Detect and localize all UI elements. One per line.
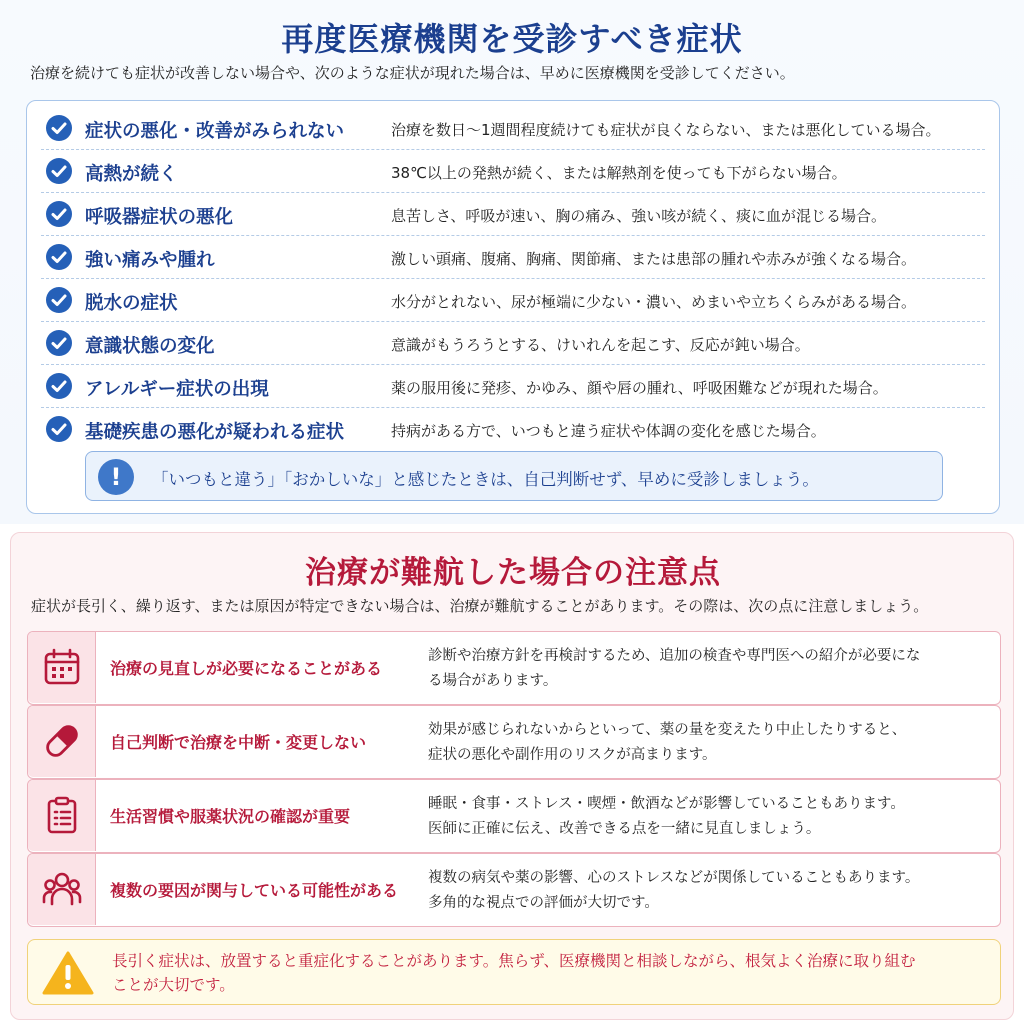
caution-label: 生活習慣や服薬状況の確認が重要 [110,807,351,826]
check-circle-icon [46,416,72,442]
warning-text-line: 長引く症状は、放置すると重症化することがあります。焦らず、医療機関と相談しながら、根気よく治療に取り組む [112,952,916,970]
symptom-label: 呼吸器症状の悪化 [85,207,234,228]
warning-triangle-icon [42,950,94,996]
symptom-description: 治療を数日〜1週間程度続けても症状が良くならない、または悪化している場合。 [391,121,941,139]
check-circle-icon [46,115,72,141]
advice-note-text: 「いつもと違う」「おかしいな」と感じたときは、自己判断せず、早めに受診しましょう。 [152,470,819,489]
symptom-description: 意識がもうろうとする、けいれんを起こす、反応が鈍い場合。 [391,336,810,354]
caution-description [428,866,988,916]
advice-note [85,451,943,501]
warning-box [27,939,1001,1005]
pill-capsule-icon [28,706,96,777]
exclamation-circle-icon: ! [98,459,134,495]
caution-label: 複数の要因が関与している可能性がある [110,881,399,900]
caution-description-line: 効果が感じられないからといって、薬の量を変えたり中止したりすると、 [428,722,907,738]
check-circle-icon [46,158,72,184]
warning-text-line: ことが大切です。 [112,976,235,994]
caution-description-line: 睡眠・食事・ストレス・喫煙・飲酒などが影響していることもあります。 [428,796,905,812]
symptom-label: アレルギー症状の出現 [85,379,269,400]
symptoms-subtitle: 治療を続けても症状が改善しない場合や、次のような症状が現れた場合は、早めに医療機関を受診してください。 [30,64,795,82]
symptom-description: 息苦しさ、呼吸が速い、胸の痛み、強い咳が続く、痰に血が混じる場合。 [391,207,887,225]
caution-description-line: 医師に正確に伝え、改善できる点を一緒に見直しましょう。 [428,821,821,837]
caution-section [10,532,1014,1020]
symptom-row [41,408,985,451]
caution-description [428,792,988,842]
symptom-row [41,365,985,408]
caution-row [27,705,1001,779]
symptom-row [41,236,985,279]
symptom-row [41,107,985,150]
caution-list [27,631,1001,927]
symptom-row [41,150,985,193]
symptoms-list [26,100,1000,514]
caution-description [428,718,988,768]
symptom-label: 症状の悪化・改善がみられない [85,121,345,142]
caution-row [27,779,1001,853]
symptom-row [41,193,985,236]
symptom-label: 高熱が続く [85,164,178,185]
caution-row [27,631,1001,705]
caution-description-line: る場合があります。 [428,673,558,689]
symptom-label: 強い痛みや腫れ [85,250,215,271]
caution-description-line: 診断や治療方針を再検討するため、追加の検査や専門医への紹介が必要にな [428,648,921,664]
caution-description-line: 複数の病気や薬の影響、心のストレスなどが関係していることもあります。 [428,870,920,886]
calendar-icon [28,632,96,703]
people-group-icon [28,854,96,925]
caution-row [27,853,1001,927]
symptom-label: 意識状態の変化 [85,336,215,357]
check-circle-icon [46,287,72,313]
symptoms-title: 再度医療機関を受診すべき症状 [281,20,743,58]
check-circle-icon [46,244,72,270]
caution-label: 自己判断で治療を中断・変更しない [110,733,367,752]
caution-title: 治療が難航した場合の注意点 [305,555,721,591]
symptom-description: 持病がある方で、いつもと違う症状や体調の変化を感じた場合。 [391,422,826,440]
caution-description-line: 症状の悪化や副作用のリスクが高まります。 [428,747,717,763]
symptom-label: 脱水の症状 [85,293,178,314]
warning-text [112,949,992,997]
symptom-row [41,279,985,322]
symptom-description: 薬の服用後に発疹、かゆみ、顔や唇の腫れ、呼吸困難などが現れた場合。 [391,379,888,397]
symptom-description: 激しい頭痛、腹痛、胸痛、関節痛、または患部の腫れや赤みが強くなる場合。 [391,250,917,268]
symptom-description: 水分がとれない、尿が極端に少ない・濃い、めまいや立ちくらみがある場合。 [391,293,917,311]
clipboard-icon [28,780,96,851]
check-circle-icon [46,201,72,227]
caution-label: 治療の見直しが必要になることがある [110,659,383,678]
check-circle-icon [46,373,72,399]
caution-description [428,644,988,694]
caution-subtitle: 症状が長引く、繰り返す、または原因が特定できない場合は、治療が難航することがあります。その際は、次の点に注意しましょう。 [31,597,929,615]
symptom-row [41,322,985,365]
check-circle-icon [46,330,72,356]
symptom-label: 基礎疾患の悪化が疑われる症状 [85,422,345,443]
caution-description-line: 多角的な視点での評価が大切です。 [428,895,659,911]
symptom-description: 38℃以上の発熱が続く、または解熱剤を使っても下がらない場合。 [391,164,847,182]
